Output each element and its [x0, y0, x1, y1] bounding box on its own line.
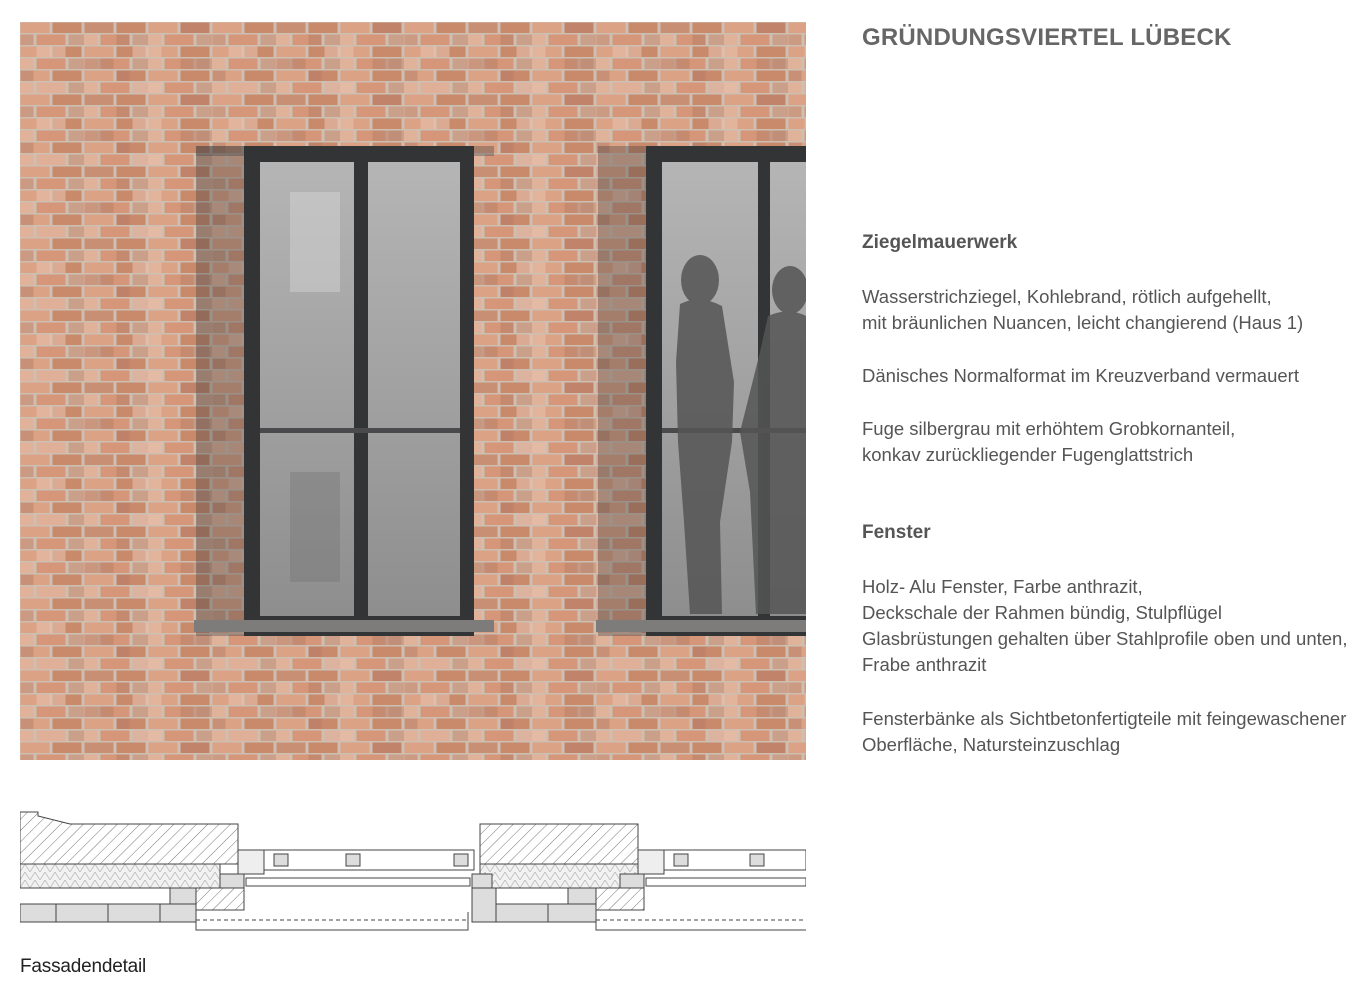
- brickwork-paragraph: [862, 284, 1303, 336]
- text-line: Fuge silbergrau mit erhöhtem Grobkornanteil,: [862, 418, 1236, 439]
- text-line: Glasbrüstungen gehalten über Stahlprofile oben und unten,: [862, 628, 1348, 649]
- text-line: Oberfläche, Natursteinzuschlag: [862, 734, 1121, 755]
- section-heading-brickwork: Ziegelmauerwerk: [862, 232, 1018, 253]
- text-line: konkav zurückliegender Fugenglattstrich: [862, 444, 1194, 465]
- facade-elevation-image: [20, 22, 806, 760]
- windows-paragraph: [862, 574, 1347, 678]
- image-caption: Fassadendetail: [20, 956, 147, 977]
- facade-section-drawing: [20, 808, 806, 934]
- text-line: mit bräunlichen Nuancen, leicht changierend (Haus 1): [862, 312, 1304, 333]
- text-line: Frabe anthrazit: [862, 654, 987, 675]
- section-heading-windows: Fenster: [862, 522, 931, 543]
- page-title: GRÜNDUNGSVIERTEL LÜBECK: [862, 24, 1232, 51]
- text-line: Deckschale der Rahmen bündig, Stulpflügel: [862, 602, 1222, 623]
- brickwork-paragraph: [862, 416, 1235, 468]
- text-line: Holz- Alu Fenster, Farbe anthrazit,: [862, 576, 1143, 597]
- text-line: Fensterbänke als Sichtbetonfertigteile mit feingewaschener: [862, 708, 1347, 729]
- text-line: Wasserstrichziegel, Kohlebrand, rötlich aufgehellt,: [862, 286, 1272, 307]
- windows-paragraph: [862, 706, 1346, 758]
- text-line: Dänisches Normalformat im Kreuzverband vermauert: [862, 365, 1299, 386]
- brickwork-paragraph: [862, 363, 1299, 389]
